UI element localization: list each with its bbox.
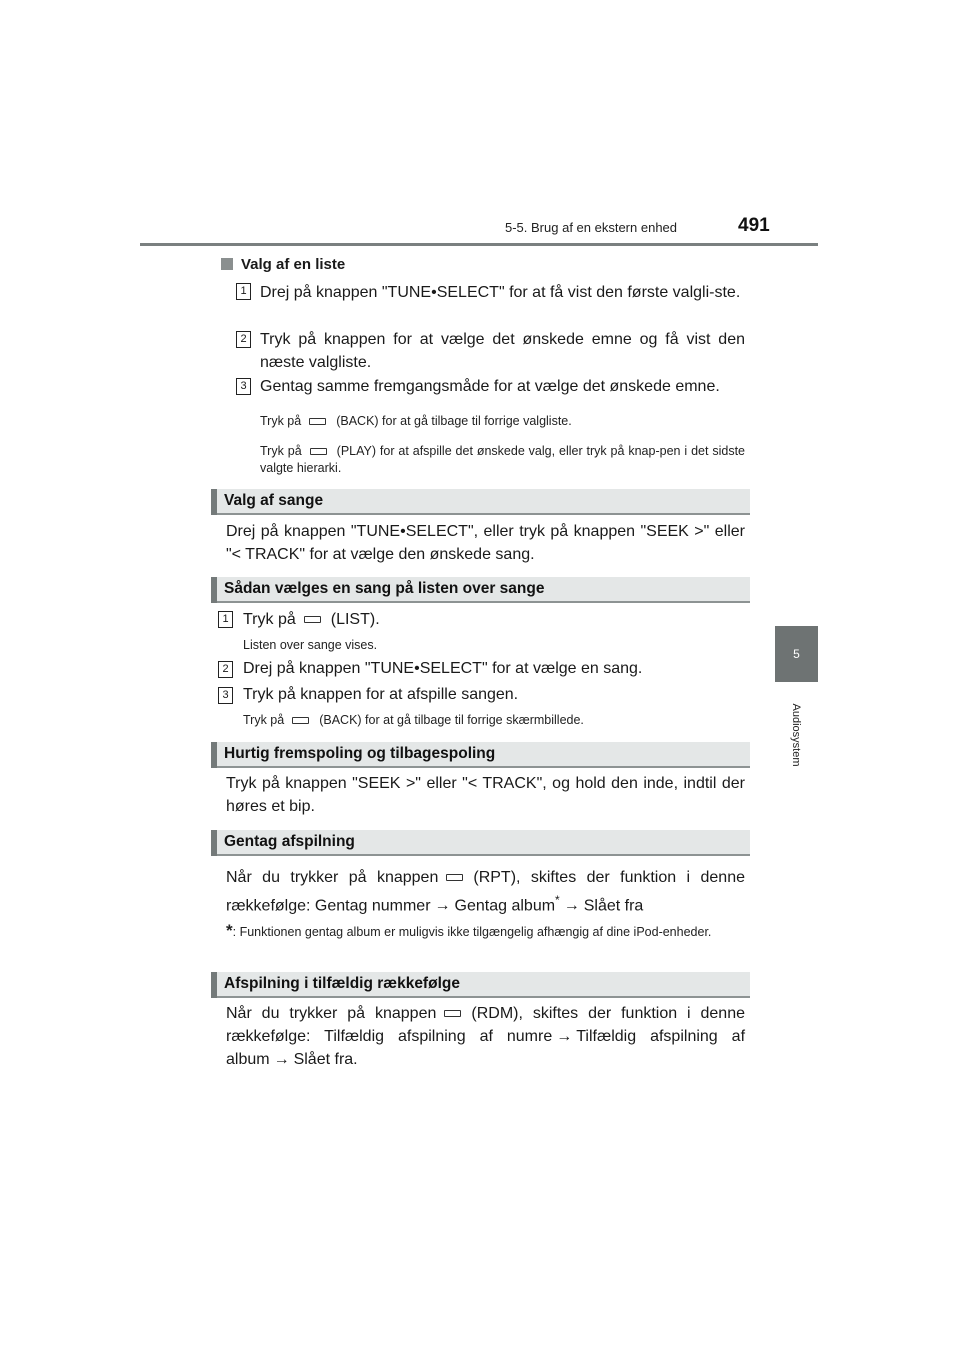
step-text: Drej på knappen "TUNE•SELECT" for at få vist den første valgli-ste. [260,284,741,301]
step-number: 3 [218,687,233,704]
back-button-icon [292,717,309,724]
footnote: *: Funktionen gentag album er muligvis ikke tilgængelig afhængig af dine iPod-enheder. [226,921,712,940]
chapter-tab-number: 5 [775,626,818,682]
random-line: Når du trykker på knappen (RDM), skiftes der funktion i denne [226,1005,746,1022]
random-line: rækkefølge: Tilfældig afspilning af numre → Tilfældig afspilning af [226,1025,745,1048]
step-number: 3 [236,378,251,395]
random-line: album → Slået fra. [226,1048,745,1071]
step-number: 1 [218,611,233,628]
repeat-line: rækkefølge: Gentag nummer → Gentag album* → Slået fra [226,889,745,917]
arrow-icon: → [273,1051,290,1068]
section-header: 5-5. Brug af en ekstern enhed [505,220,678,235]
arrow-icon: → [563,897,580,915]
rpt-button-icon [446,874,463,881]
chapter-tab-label: Audiosystem [790,703,802,767]
list-button-icon [304,616,321,623]
step-text: Gentag samme fremgangsmåde for at vælge det ønskede emne. [260,378,720,395]
page-number: 491 [738,215,770,236]
section-heading: Gentag afspilning [211,830,750,856]
note: Listen over sange vises. [243,638,378,652]
square-bullet-icon [221,258,233,270]
step-text: Drej på knappen "TUNE•SELECT" for at vælge en sang. [243,660,643,677]
section-heading: Sådan vælges en sang på listen over sange [211,577,750,603]
step-number: 2 [218,661,233,678]
list-select-heading: Valg af en liste [221,256,345,273]
repeat-line: Når du trykker på knappen (RPT), skiftes der funktion i denne [226,869,745,886]
step-text: Tryk på knappen for at afspille sangen. [243,686,519,703]
step-text: Tryk på knappen for at vælge det ønskede emne og få vist den næste valgliste. [260,331,745,371]
section-heading: Afspilning i tilfældig rækkefølge [211,972,750,998]
note: Tryk på (BACK) for at gå tilbage til forrige skærmbillede. [243,713,584,727]
play-button-icon [310,448,327,455]
fast-text: Tryk på knappen "SEEK >" eller "< TRACK", og hold den inde, indtil der høres et bip. [226,775,745,815]
songs-text: Drej på knappen "TUNE•SELECT", eller tryk på knappen "SEEK >" eller "< TRACK" for at vælge den ønskede sang. [226,523,745,563]
note: Tryk på (BACK) for at gå tilbage til forrige valgliste. [260,414,572,428]
step-text: Tryk på (LIST). [243,611,380,628]
rdm-button-icon [444,1010,461,1017]
arrow-icon: → [434,897,451,915]
step-number: 2 [236,331,251,348]
note: Tryk på (PLAY) for at afspille det ønskede valg, eller tryk på knap-pen i det sidste valgte hierarki. [260,444,746,475]
header-rule [140,243,818,246]
arrow-icon: → [556,1028,573,1045]
back-button-icon [309,418,326,425]
step-number: 1 [236,283,251,300]
section-heading: Hurtig fremspoling og tilbagespoling [211,742,750,768]
section-heading: Valg af sange [211,489,750,515]
